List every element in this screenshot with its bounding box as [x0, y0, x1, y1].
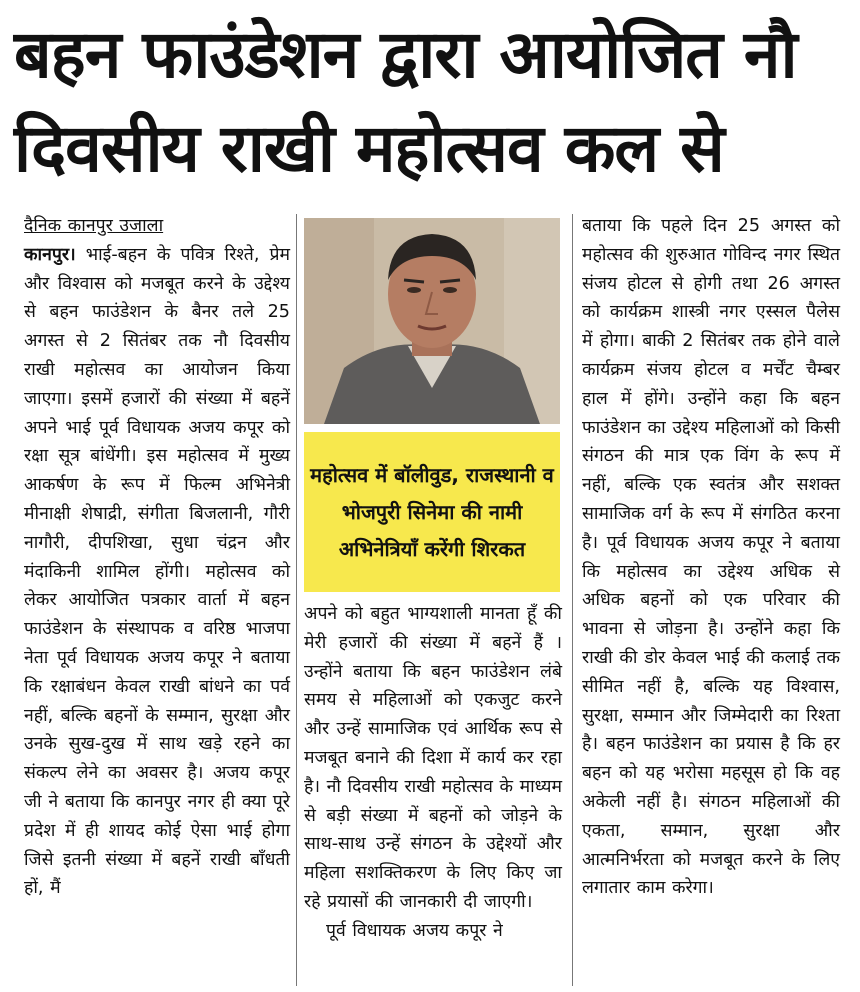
- highlight-callout: [304, 432, 560, 592]
- headline: [14, 8, 846, 196]
- headline-line-2: दिवसीय राखी महोत्सव कल से: [14, 110, 724, 187]
- man-portrait-image: [304, 218, 560, 424]
- byline: दैनिक कानपुर उजाला: [24, 216, 164, 236]
- headline-line-1: बहन फाउंडेशन द्वारा आयोजित नौ: [14, 16, 797, 93]
- column-1-text: भाई-बहन के पवित्र रिश्ते, प्रेम और विश्वास को मजबूत करने के उद्देश्य से बहन फाउंडेशन के बैनर तले 25 अगस्त से 2 सितंबर तक नौ दिवसीय राखी महोत्सव का आयोजन किया जाएगा। इसमें हजारों की संख्या में बहनें अपने भाई पूर्व विधायक अजय कपूर को रक्षा सूत्र बांधेंगी। इस महोत्सव में मुख्य आकर्षण के रूप में फिल्म अभिनेत्री मीनाक्षी शेषाद्री, संगीता बिजलानी, गौरी नागौरी, दीपशिखा, सुधा चंद्रन और मंदाकिनी शामिल होंगी। महोत्सव को लेकर आयोजित पत्रकार वार्ता में बहन फाउंडेशन के संस्थापक व वरिष्ठ भाजपा नेता पूर्व विधायक अजय कपूर ने बताया कि रक्षाबंधन केवल राखी बांधने का पर्व नहीं, बल्कि बहनों के सम्मान, सुरक्षा और उनके सुख-दुख में साथ खड़े रहने का संकल्प लेने का अवसर है। अजय कपूर जी ने बताया कि कानपुर नगर ही क्या पूरे प्रदेश में ही शायद कोई ऐसा भाई होगा जिसे इतनी संख्या में बहनें राखी बाँधती हों, मैं: [24, 244, 290, 899]
- article-column-2: [304, 600, 562, 946]
- article-column-3: [582, 212, 840, 903]
- column-3-text: बताया कि पहले दिन 25 अगस्त को महोत्सव की शुरुआत गोविन्द नगर स्थित संजय होटल से होगी तथा 26 अगस्त को कार्यक्रम शास्त्री नगर एस्सल पैलेस में होगा। बाकी 2 सितंबर तक होने वाले कार्यक्रम संजय होटल व मर्चेंट चैम्बर हाल में होंगे। उन्होंने कहा कि बहन फाउंडेशन का उद्देश्य महिलाओं को किसी संगठन की मात्र एक विंग के रूप में नहीं, बल्कि एक स्वतंत्र और सशक्त सामाजिक वर्ग के रूप में संगठित करना है। पूर्व विधायक अजय कपूर ने बताया कि महोत्सव का उद्देश्य अधिक से अधिक बहनों को एक परिवार की भावना से जोड़ना है। उन्होंने कहा कि राखी की डोर केवल भाई की कलाई तक सीमित नहीं है, बल्कि यह विश्वास, सुरक्षा, सम्मान और जिम्मेदारी का रिश्ता है। बहन फाउंडेशन का प्रयास है कि हर बहन को यह भरोसा महसूस हो कि वह अकेली नहीं है। संगठन महिलाओं की एकता, सम्मान, सुरक्षा और आत्मनिर्भरता को मजबूत करने के लिए लगातार काम करेगा।: [582, 216, 840, 899]
- dateline: कानपुर।: [24, 244, 76, 265]
- callout-text: महोत्सव में बॉलीवुड, राजस्थानी व भोजपुरी सिनेमा की नामी अभिनेत्रियाँ करेंगी शिरकत: [310, 462, 554, 561]
- column-2-paragraph-start: पूर्व विधायक अजय कपूर ने: [326, 920, 503, 941]
- column-divider-1: [296, 214, 297, 986]
- column-2-text: अपने को बहुत भाग्यशाली मानता हूँ की मेरी हजारों की संख्या में बहनें हैं । उन्होंने बताया कि बहन फाउंडेशन लंबे समय से महिलाओं को एकजुट करने और उन्हें सामाजिक एवं आर्थिक रूप से मजबूत बनाने की दिशा में कार्य कर रहा है। नौ दिवसीय राखी महोत्सव के माध्यम से बड़ी संख्या में बहनों को जोड़ने के साथ-साथ उन्हें संगठन के उद्देश्यों और महिला सशक्तिकरण के लिए किए जा रहे प्रयासों की जानकारी दी जाएगी।: [304, 604, 562, 912]
- column-divider-2: [572, 214, 573, 986]
- article-photo: [304, 218, 560, 424]
- article-column-1: [24, 212, 290, 903]
